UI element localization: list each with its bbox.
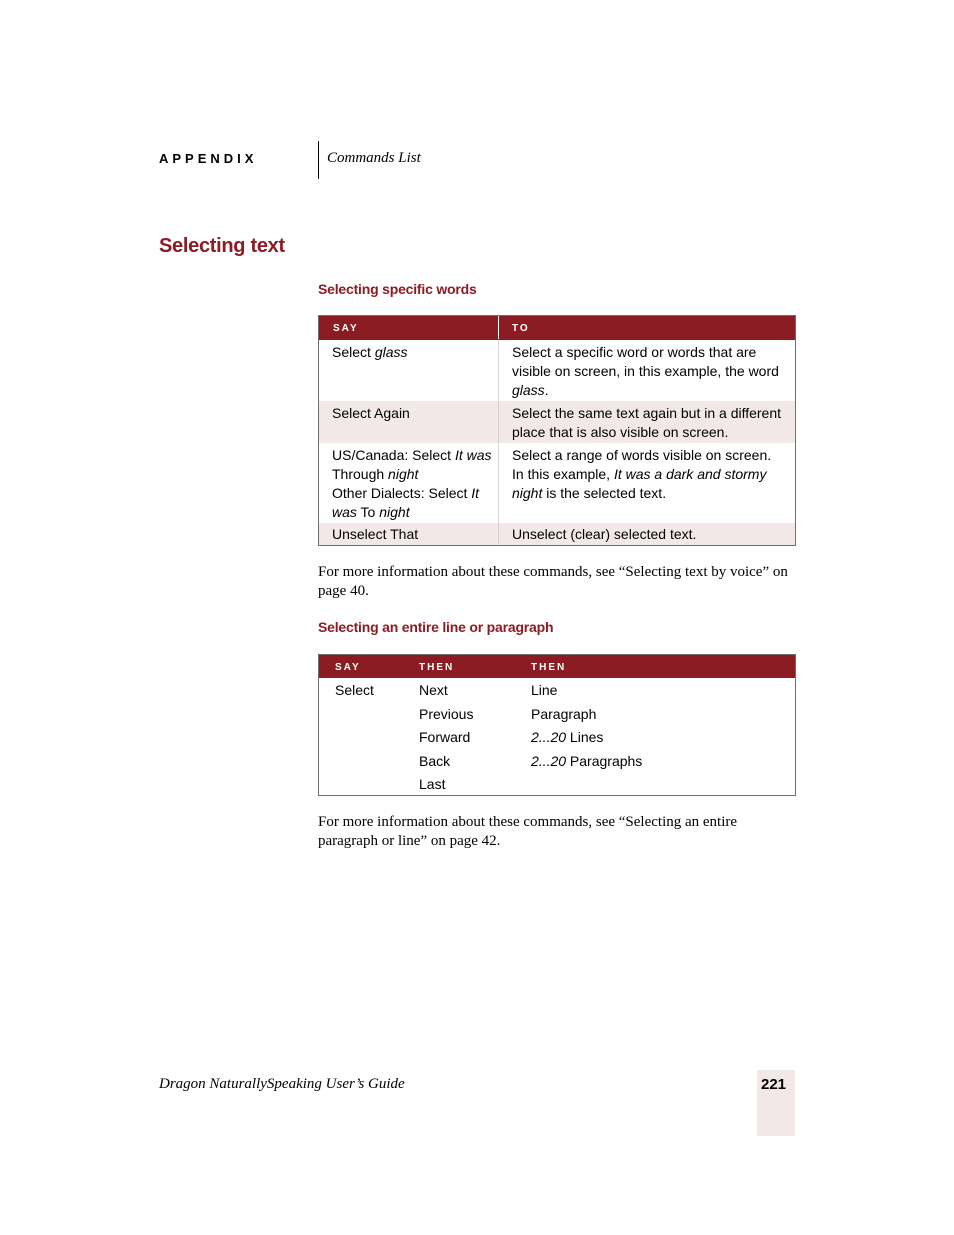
to-text-end: . xyxy=(544,382,549,398)
specific-words-note: For more information about these commands, see “Selecting text by voice” on page 40. xyxy=(318,564,788,599)
say-italic: glass xyxy=(374,344,408,360)
say-italic: was xyxy=(332,504,357,520)
then2-cell xyxy=(531,728,603,746)
then2-cell: Line xyxy=(531,682,558,698)
say-italic: It was xyxy=(454,447,492,463)
say-text: Other Dialects: Select xyxy=(332,485,472,501)
table-header xyxy=(319,655,795,678)
page-number: 221 xyxy=(761,1076,787,1093)
to-cell xyxy=(512,446,784,503)
then-cell: Last xyxy=(419,776,446,792)
say-text: Select xyxy=(332,344,375,360)
table-row xyxy=(319,401,795,443)
table-row xyxy=(319,340,795,401)
to-italic: glass xyxy=(512,382,545,398)
subhead-line-paragraph: Selecting an entire line or paragraph xyxy=(318,619,554,635)
column-divider xyxy=(498,523,499,545)
section-title: Selecting text xyxy=(159,235,285,257)
say-cell: Select xyxy=(335,682,374,698)
then-cell: Forward xyxy=(419,729,471,745)
then-cell: Previous xyxy=(419,706,474,722)
table-body xyxy=(319,678,795,795)
to-text: Select a specific word or words that are visible on screen, in this example, the word xyxy=(512,344,779,379)
range-italic: 2...20 xyxy=(531,753,567,769)
say-cell xyxy=(332,343,492,362)
column-divider xyxy=(498,443,499,523)
to-cell xyxy=(512,343,784,400)
column-header-then-1: THEN xyxy=(419,662,455,673)
table-row xyxy=(319,523,795,545)
subhead-specific-words: Selecting specific words xyxy=(318,281,477,297)
column-divider xyxy=(498,401,499,443)
to-text: Select a range of words visible on screen. In this example, xyxy=(512,447,772,482)
column-header-say: SAY xyxy=(335,662,361,673)
say-italic: night xyxy=(388,466,419,482)
say-italic: It xyxy=(471,485,480,501)
range-unit: Paragraphs xyxy=(566,753,643,769)
to-italic: It was a dark and stormy night xyxy=(512,466,767,501)
range-italic: 2...20 xyxy=(531,729,567,745)
chapter-label: Commands List xyxy=(327,150,421,166)
column-divider xyxy=(498,316,499,339)
column-header-to: TO xyxy=(512,323,530,334)
table-header xyxy=(319,316,795,340)
range-unit: Lines xyxy=(566,729,604,745)
header-divider xyxy=(318,141,319,179)
say-cell xyxy=(332,446,492,522)
table-row xyxy=(319,443,795,523)
then-cell: Back xyxy=(419,753,451,769)
say-text: Through xyxy=(332,466,389,482)
to-cell: Select the same text again but in a different place that is also visible on screen. xyxy=(512,405,782,440)
say-cell: Unselect That xyxy=(332,526,419,542)
line-paragraph-table xyxy=(318,654,796,796)
footer-book-title: Dragon NaturallySpeaking User’s Guide xyxy=(159,1076,405,1092)
column-header-say: SAY xyxy=(333,323,359,334)
then-cell: Next xyxy=(419,682,448,698)
then2-cell xyxy=(531,752,642,770)
column-header-then-2: THEN xyxy=(531,662,567,673)
say-italic: night xyxy=(379,504,410,520)
say-text: To xyxy=(356,504,380,520)
to-cell: Unselect (clear) selected text. xyxy=(512,526,697,542)
specific-words-table xyxy=(318,315,796,546)
to-text-end: is the selected text. xyxy=(542,485,667,501)
say-cell: Select Again xyxy=(332,405,410,421)
column-divider xyxy=(498,340,499,401)
appendix-label: APPENDIX xyxy=(159,151,258,166)
line-paragraph-note: For more information about these commands, see “Selecting an entire paragraph or line” on page 42. xyxy=(318,814,738,849)
then2-cell: Paragraph xyxy=(531,706,597,722)
say-text: US/Canada: Select xyxy=(332,447,455,463)
